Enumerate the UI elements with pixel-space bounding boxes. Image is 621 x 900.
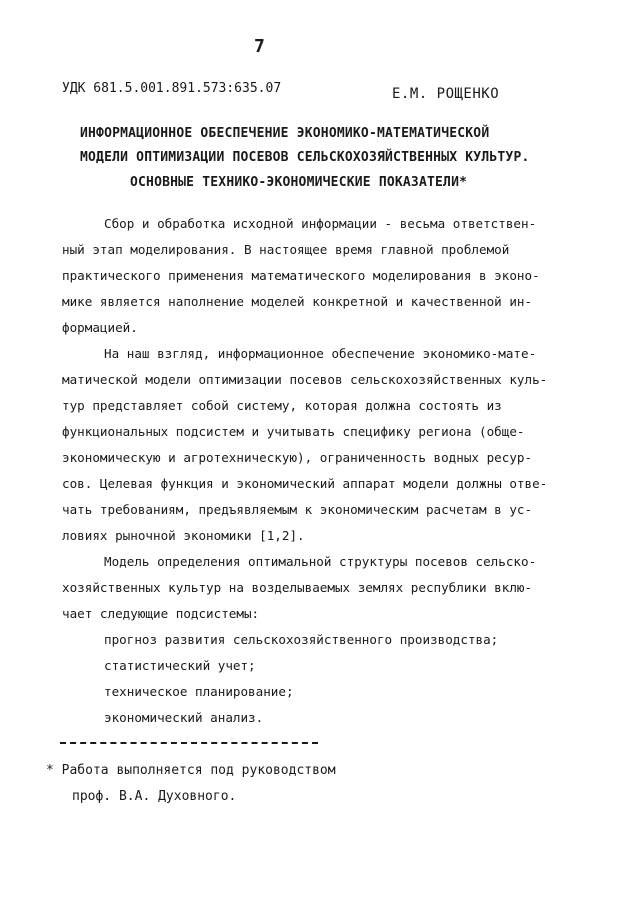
body-line: На наш взгляд, информационное обеспечение экономико-мате- [104,346,537,361]
body-line: ловиях рыночной экономики [1,2]. [62,528,305,543]
body-line: ный этап моделирования. В настоящее время главной проблемой [62,242,510,257]
footnote-line: * Работа выполняется под руководством [46,763,336,778]
body-line: чать требованиям, предъявляемым к экономическим расчетам в ус- [62,502,533,517]
body-line: тур представляет собой систему, которая должна состоять из [62,398,502,413]
list-item: прогноз развития сельскохозяйственного производства; [104,632,499,647]
list-item: экономический анализ. [104,710,264,725]
body-line: сов. Целевая функция и экономический аппарат модели должны отве- [62,476,548,491]
body-line: чает следующие подсистемы: [62,606,260,621]
author-name: Е.М. РОЩЕНКО [392,86,500,102]
body-line: экономическую и агротехническую), ограниченность водных ресур- [62,450,533,465]
body-line: матической модели оптимизации посевов сельскохозяйственных куль- [62,372,548,387]
title-line: ОСНОВНЫЕ ТЕХНИКО-ЭКОНОМИЧЕСКИЕ ПОКАЗАТЕЛИ* [130,175,468,190]
list-item: статистический учет; [104,658,256,673]
body-line: практического применения математического моделирования в эконо- [62,268,540,283]
title-line: ИНФОРМАЦИОННОЕ ОБЕСПЕЧЕНИЕ ЭКОНОМИКО-МАТЕМАТИЧЕСКОЙ [80,126,490,141]
page-number: 7 [254,36,265,57]
footnote-line: проф. В.А. Духовного. [72,789,237,804]
title-line: МОДЕЛИ ОПТИМИЗАЦИИ ПОСЕВОВ СЕЛЬСКОХОЗЯЙСТВЕННЫХ КУЛЬТУР. [80,150,530,165]
udk-code: УДК 681.5.001.891.573:635.07 [62,81,282,96]
body-line: мике является наполнение моделей конкретной и качественной ин- [62,294,533,309]
list-item: техническое планирование; [104,684,294,699]
body-line: Модель определения оптимальной структуры посевов сельско- [104,554,537,569]
body-line: хозяйственных культур на возделываемых землях республики вклю- [62,580,533,595]
footnote-divider [60,742,318,744]
body-line: Сбор и обработка исходной информации - весьма ответствен- [104,216,537,231]
body-line: функциональных подсистем и учитывать специфику региона (обще- [62,424,525,439]
body-line: формацией. [62,320,138,335]
